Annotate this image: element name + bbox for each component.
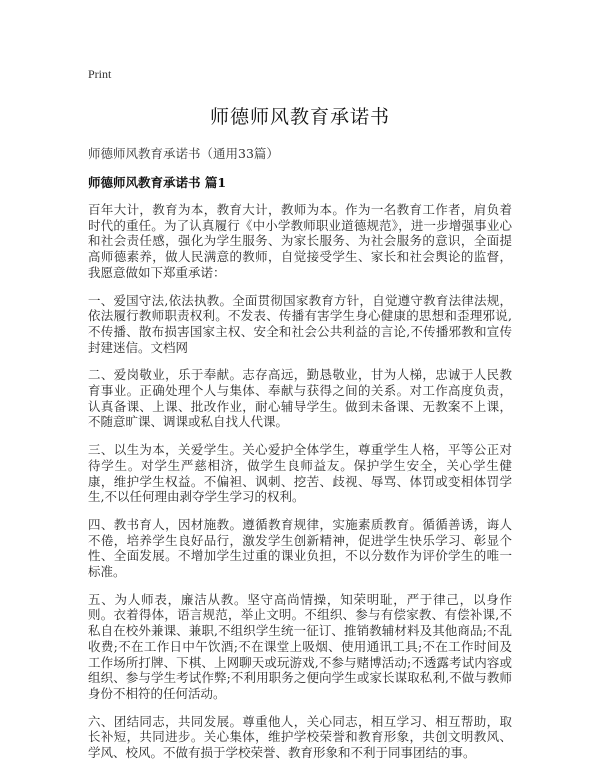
paragraph-5: 五、为人师表，廉洁从教。坚守高尚情操，知荣明耻，严于律己，以身作则。衣着得体，语言规范，举止文明。不组织、参与有偿家教、有偿补课,不私自在校外兼课、兼职,不组织学生统一征订、推销教辅材料及其他商品;不乱收费;不在工作日中午饮酒;不在课堂上吸烟、使用通讯工具;不在工作时间及工作场所打牌、下棋、上网聊天或玩游戏,不参与赌博活动;不透露考试内容或组织、参与学生考试作弊;不利用职务之便向学生或家长谋取私利,不做与教师身份不相符的任何活动。 <box>88 591 512 701</box>
print-link[interactable]: Print <box>88 67 112 81</box>
paragraph-intro: 百年大计，教育为本，教育大计，教师为本。作为一名教育工作者，肩负着时代的重任。为了认真履行《中小学教师职业道德规范》，进一步增强事业心和社会责任感，强化为学生服务、为家长服务、为社会服务的意识，全面提高师德素养，做人民满意的教师，自觉接受学生、家长和社会舆论的监督，我愿意做如下郑重承诺： <box>88 202 512 280</box>
paragraph-3: 三、以生为本，关爱学生。关心爱护全体学生，尊重学生人格，平等公正对待学生。对学生严慈相济，做学生良师益友。保护学生安全，关心学生健康，维护学生权益。不偏袒、讽刺、挖苦、歧视、辱骂、体罚或变相体罚学生,不以任何理由剥夺学生学习的权利。 <box>88 442 512 505</box>
document-body <box>88 202 512 761</box>
section-heading: 师德师风教育承诺书 篇1 <box>88 175 227 190</box>
document-subtitle: 师德师风教育承诺书（通用33篇） <box>88 146 279 161</box>
paragraph-2: 二、爱岗敬业，乐于奉献。志存高远，勤恳敬业，甘为人梯，忠诚于人民教育事业。正确处理个人与集体、奉献与获得之间的关系。对工作高度负责，认真备课、上课、批改作业，耐心辅导学生。做到未备课、无教案不上课，不随意旷课、调课或私自找人代课。 <box>88 367 512 430</box>
paragraph-6: 六、团结同志，共同发展。尊重他人，关心同志，相互学习、相互帮助，取长补短，共同进步。关心集体，维护学校荣誉和教育形象，共创文明教风、学风、校风。不做有损于学校荣誉、教育形象和不利于同事团结的事。 <box>88 713 512 761</box>
page-title: 师德师风教育承诺书 <box>209 106 390 128</box>
paragraph-1: 一、爱国守法,依法执教。全面贯彻国家教育方针，自觉遵守教育法律法规，依法履行教师职责权利。不发表、传播有害学生身心健康的思想和歪理邪说,不传播、散布损害国家主权、安全和社会公共利益的言论,不传播邪教和宣传封建迷信。文档网 <box>88 292 512 355</box>
paragraph-4: 四、教书育人，因材施教。遵循教育规律，实施素质教育。循循善诱，诲人不倦，培养学生良好品行，激发学生创新精神，促进学生快乐学习、彰显个性、全面发展。不增加学生过重的课业负担，不以分数作为评价学生的唯一标准。 <box>88 516 512 580</box>
